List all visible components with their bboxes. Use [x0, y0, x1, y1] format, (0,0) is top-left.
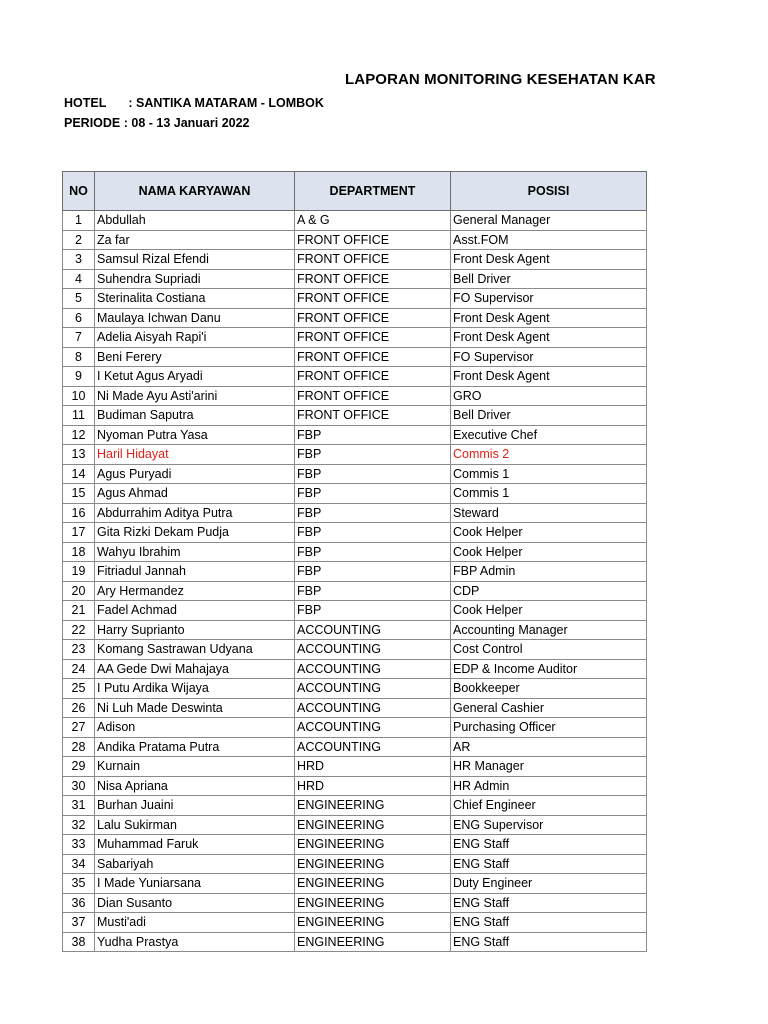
- table-row: [63, 874, 647, 894]
- cell-nama-karyawan: Muhammad Faruk: [95, 835, 295, 855]
- cell-posisi: ENG Supervisor: [451, 815, 647, 835]
- table-row: [63, 328, 647, 348]
- cell-department: ENGINEERING: [295, 815, 451, 835]
- table-row: [63, 679, 647, 699]
- cell-posisi: Asst.FOM: [451, 230, 647, 250]
- table-row: [63, 425, 647, 445]
- cell-department: FBP: [295, 445, 451, 465]
- cell-department: FRONT OFFICE: [295, 406, 451, 426]
- cell-no: 5: [63, 289, 95, 309]
- cell-nama-karyawan: Ni Made Ayu Asti'arini: [95, 386, 295, 406]
- cell-no: 13: [63, 445, 95, 465]
- cell-nama-karyawan: Lalu Sukirman: [95, 815, 295, 835]
- cell-posisi: General Manager: [451, 211, 647, 231]
- table-row: [63, 308, 647, 328]
- table-row: [63, 386, 647, 406]
- cell-posisi: HR Admin: [451, 776, 647, 796]
- cell-department: ENGINEERING: [295, 913, 451, 933]
- cell-no: 7: [63, 328, 95, 348]
- header-department: DEPARTMENT: [295, 172, 451, 211]
- cell-posisi: Bell Driver: [451, 269, 647, 289]
- cell-nama-karyawan: Suhendra Supriadi: [95, 269, 295, 289]
- table-row: [63, 347, 647, 367]
- cell-nama-karyawan: Yudha Prastya: [95, 932, 295, 952]
- cell-nama-karyawan: Agus Ahmad: [95, 484, 295, 504]
- cell-posisi: Accounting Manager: [451, 620, 647, 640]
- table-row: [63, 854, 647, 874]
- cell-department: ACCOUNTING: [295, 640, 451, 660]
- cell-department: FBP: [295, 503, 451, 523]
- cell-department: FBP: [295, 523, 451, 543]
- cell-nama-karyawan: Nisa Apriana: [95, 776, 295, 796]
- cell-posisi: ENG Staff: [451, 913, 647, 933]
- cell-department: ACCOUNTING: [295, 659, 451, 679]
- cell-department: FBP: [295, 464, 451, 484]
- table-row: [63, 211, 647, 231]
- table-row: [63, 757, 647, 777]
- cell-department: ACCOUNTING: [295, 718, 451, 738]
- cell-posisi: AR: [451, 737, 647, 757]
- cell-no: 33: [63, 835, 95, 855]
- cell-department: ENGINEERING: [295, 932, 451, 952]
- cell-no: 19: [63, 562, 95, 582]
- header-nama-karyawan: NAMA KARYAWAN: [95, 172, 295, 211]
- cell-nama-karyawan: Ary Hermandez: [95, 581, 295, 601]
- cell-no: 15: [63, 484, 95, 504]
- cell-nama-karyawan: Fadel Achmad: [95, 601, 295, 621]
- cell-posisi: Cook Helper: [451, 523, 647, 543]
- cell-posisi: Front Desk Agent: [451, 367, 647, 387]
- cell-department: FBP: [295, 581, 451, 601]
- cell-department: FRONT OFFICE: [295, 367, 451, 387]
- table-row: [63, 776, 647, 796]
- cell-posisi: Cook Helper: [451, 601, 647, 621]
- table-row: [63, 698, 647, 718]
- cell-nama-karyawan: Za far: [95, 230, 295, 250]
- cell-nama-karyawan: I Putu Ardika Wijaya: [95, 679, 295, 699]
- table-row: [63, 289, 647, 309]
- cell-department: ENGINEERING: [295, 893, 451, 913]
- table-row: [63, 640, 647, 660]
- table-row: [63, 523, 647, 543]
- table-row: [63, 893, 647, 913]
- cell-department: FBP: [295, 562, 451, 582]
- table-body: [63, 211, 647, 952]
- cell-department: ACCOUNTING: [295, 737, 451, 757]
- cell-nama-karyawan: Sterinalita Costiana: [95, 289, 295, 309]
- cell-department: ENGINEERING: [295, 854, 451, 874]
- cell-posisi: ENG Staff: [451, 835, 647, 855]
- cell-department: ACCOUNTING: [295, 679, 451, 699]
- cell-department: FRONT OFFICE: [295, 386, 451, 406]
- cell-no: 35: [63, 874, 95, 894]
- cell-posisi: Cook Helper: [451, 542, 647, 562]
- cell-posisi: Commis 1: [451, 484, 647, 504]
- cell-no: 29: [63, 757, 95, 777]
- cell-department: FRONT OFFICE: [295, 230, 451, 250]
- cell-department: FRONT OFFICE: [295, 269, 451, 289]
- cell-posisi: ENG Staff: [451, 932, 647, 952]
- table-row: [63, 659, 647, 679]
- cell-nama-karyawan: Beni Ferery: [95, 347, 295, 367]
- cell-department: FRONT OFFICE: [295, 347, 451, 367]
- cell-nama-karyawan: Komang Sastrawan Udyana: [95, 640, 295, 660]
- cell-nama-karyawan: Kurnain: [95, 757, 295, 777]
- cell-posisi: GRO: [451, 386, 647, 406]
- cell-no: 24: [63, 659, 95, 679]
- table-row: [63, 250, 647, 270]
- periode-line: PERIODE : 08 - 13 Januari 2022: [64, 116, 250, 130]
- cell-nama-karyawan: I Ketut Agus Aryadi: [95, 367, 295, 387]
- cell-posisi: Executive Chef: [451, 425, 647, 445]
- cell-no: 4: [63, 269, 95, 289]
- cell-department: ACCOUNTING: [295, 698, 451, 718]
- cell-nama-karyawan: Maulaya Ichwan Danu: [95, 308, 295, 328]
- cell-department: ACCOUNTING: [295, 620, 451, 640]
- cell-no: 25: [63, 679, 95, 699]
- table-row: [63, 737, 647, 757]
- cell-no: 26: [63, 698, 95, 718]
- cell-posisi: Front Desk Agent: [451, 250, 647, 270]
- cell-posisi: HR Manager: [451, 757, 647, 777]
- cell-posisi: Steward: [451, 503, 647, 523]
- cell-nama-karyawan: AA Gede Dwi Mahajaya: [95, 659, 295, 679]
- report-title: LAPORAN MONITORING KESEHATAN KAR: [345, 71, 656, 88]
- cell-no: 3: [63, 250, 95, 270]
- cell-no: 34: [63, 854, 95, 874]
- cell-nama-karyawan: Budiman Saputra: [95, 406, 295, 426]
- table-row: [63, 913, 647, 933]
- cell-posisi: General Cashier: [451, 698, 647, 718]
- table-row: [63, 620, 647, 640]
- cell-department: ENGINEERING: [295, 874, 451, 894]
- table-row: [63, 718, 647, 738]
- table-row: [63, 562, 647, 582]
- cell-nama-karyawan: Wahyu Ibrahim: [95, 542, 295, 562]
- cell-no: 28: [63, 737, 95, 757]
- cell-nama-karyawan: Musti'adi: [95, 913, 295, 933]
- cell-nama-karyawan: I Made Yuniarsana: [95, 874, 295, 894]
- cell-posisi: CDP: [451, 581, 647, 601]
- cell-posisi: Chief Engineer: [451, 796, 647, 816]
- cell-nama-karyawan: Fitriadul Jannah: [95, 562, 295, 582]
- cell-nama-karyawan: Dian Susanto: [95, 893, 295, 913]
- cell-no: 20: [63, 581, 95, 601]
- cell-nama-karyawan: Samsul Rizal Efendi: [95, 250, 295, 270]
- table-row: [63, 796, 647, 816]
- cell-nama-karyawan: Abdurrahim Aditya Putra: [95, 503, 295, 523]
- cell-no: 8: [63, 347, 95, 367]
- table-row: [63, 835, 647, 855]
- cell-department: FBP: [295, 542, 451, 562]
- cell-department: FRONT OFFICE: [295, 289, 451, 309]
- cell-posisi: Purchasing Officer: [451, 718, 647, 738]
- cell-posisi: ENG Staff: [451, 893, 647, 913]
- table-row: [63, 445, 647, 465]
- cell-department: ENGINEERING: [295, 835, 451, 855]
- cell-posisi: EDP & Income Auditor: [451, 659, 647, 679]
- cell-posisi: Front Desk Agent: [451, 328, 647, 348]
- table-row: [63, 464, 647, 484]
- cell-posisi: Bell Driver: [451, 406, 647, 426]
- table-row: [63, 815, 647, 835]
- cell-no: 32: [63, 815, 95, 835]
- cell-posisi: ENG Staff: [451, 854, 647, 874]
- cell-no: 27: [63, 718, 95, 738]
- cell-nama-karyawan: Harry Suprianto: [95, 620, 295, 640]
- cell-posisi: Duty Engineer: [451, 874, 647, 894]
- cell-posisi: FO Supervisor: [451, 347, 647, 367]
- cell-no: 12: [63, 425, 95, 445]
- cell-nama-karyawan: Adison: [95, 718, 295, 738]
- header-posisi: POSISI: [451, 172, 647, 211]
- cell-nama-karyawan: Andika Pratama Putra: [95, 737, 295, 757]
- cell-nama-karyawan: Agus Puryadi: [95, 464, 295, 484]
- cell-department: FRONT OFFICE: [295, 250, 451, 270]
- cell-department: FRONT OFFICE: [295, 328, 451, 348]
- table-row: [63, 406, 647, 426]
- cell-nama-karyawan: Sabariyah: [95, 854, 295, 874]
- table-row: [63, 269, 647, 289]
- cell-nama-karyawan: Ni Luh Made Deswinta: [95, 698, 295, 718]
- cell-department: FBP: [295, 484, 451, 504]
- cell-department: FRONT OFFICE: [295, 308, 451, 328]
- cell-department: HRD: [295, 757, 451, 777]
- cell-no: 18: [63, 542, 95, 562]
- table-row: [63, 367, 647, 387]
- cell-no: 10: [63, 386, 95, 406]
- cell-no: 17: [63, 523, 95, 543]
- cell-posisi: FBP Admin: [451, 562, 647, 582]
- cell-department: FBP: [295, 601, 451, 621]
- cell-no: 2: [63, 230, 95, 250]
- cell-no: 30: [63, 776, 95, 796]
- cell-department: FBP: [295, 425, 451, 445]
- cell-no: 22: [63, 620, 95, 640]
- cell-no: 21: [63, 601, 95, 621]
- header-no: NO: [63, 172, 95, 211]
- hotel-value: : SANTIKA MATARAM - LOMBOK: [128, 96, 324, 110]
- cell-no: 31: [63, 796, 95, 816]
- table-row: [63, 581, 647, 601]
- cell-no: 16: [63, 503, 95, 523]
- table-row: [63, 503, 647, 523]
- cell-nama-karyawan: Adelia Aisyah Rapi'i: [95, 328, 295, 348]
- cell-posisi: Commis 2: [451, 445, 647, 465]
- cell-no: 36: [63, 893, 95, 913]
- cell-nama-karyawan: Nyoman Putra Yasa: [95, 425, 295, 445]
- cell-nama-karyawan: Gita Rizki Dekam Pudja: [95, 523, 295, 543]
- cell-nama-karyawan: Haril Hidayat: [95, 445, 295, 465]
- table-row: [63, 932, 647, 952]
- cell-no: 9: [63, 367, 95, 387]
- table-row: [63, 230, 647, 250]
- cell-no: 14: [63, 464, 95, 484]
- cell-no: 23: [63, 640, 95, 660]
- table-row: [63, 601, 647, 621]
- table-row: [63, 542, 647, 562]
- hotel-label: HOTEL: [64, 96, 107, 110]
- table-header-row: [63, 172, 647, 211]
- cell-posisi: FO Supervisor: [451, 289, 647, 309]
- cell-no: 6: [63, 308, 95, 328]
- cell-posisi: Front Desk Agent: [451, 308, 647, 328]
- cell-posisi: Cost Control: [451, 640, 647, 660]
- cell-department: ENGINEERING: [295, 796, 451, 816]
- cell-nama-karyawan: Abdullah: [95, 211, 295, 231]
- hotel-line: [64, 96, 324, 110]
- cell-no: 37: [63, 913, 95, 933]
- cell-posisi: Bookkeeper: [451, 679, 647, 699]
- cell-department: A & G: [295, 211, 451, 231]
- cell-no: 11: [63, 406, 95, 426]
- cell-no: 1: [63, 211, 95, 231]
- table-row: [63, 484, 647, 504]
- cell-nama-karyawan: Burhan Juaini: [95, 796, 295, 816]
- cell-department: HRD: [295, 776, 451, 796]
- cell-no: 38: [63, 932, 95, 952]
- cell-posisi: Commis 1: [451, 464, 647, 484]
- employee-table: [62, 171, 647, 952]
